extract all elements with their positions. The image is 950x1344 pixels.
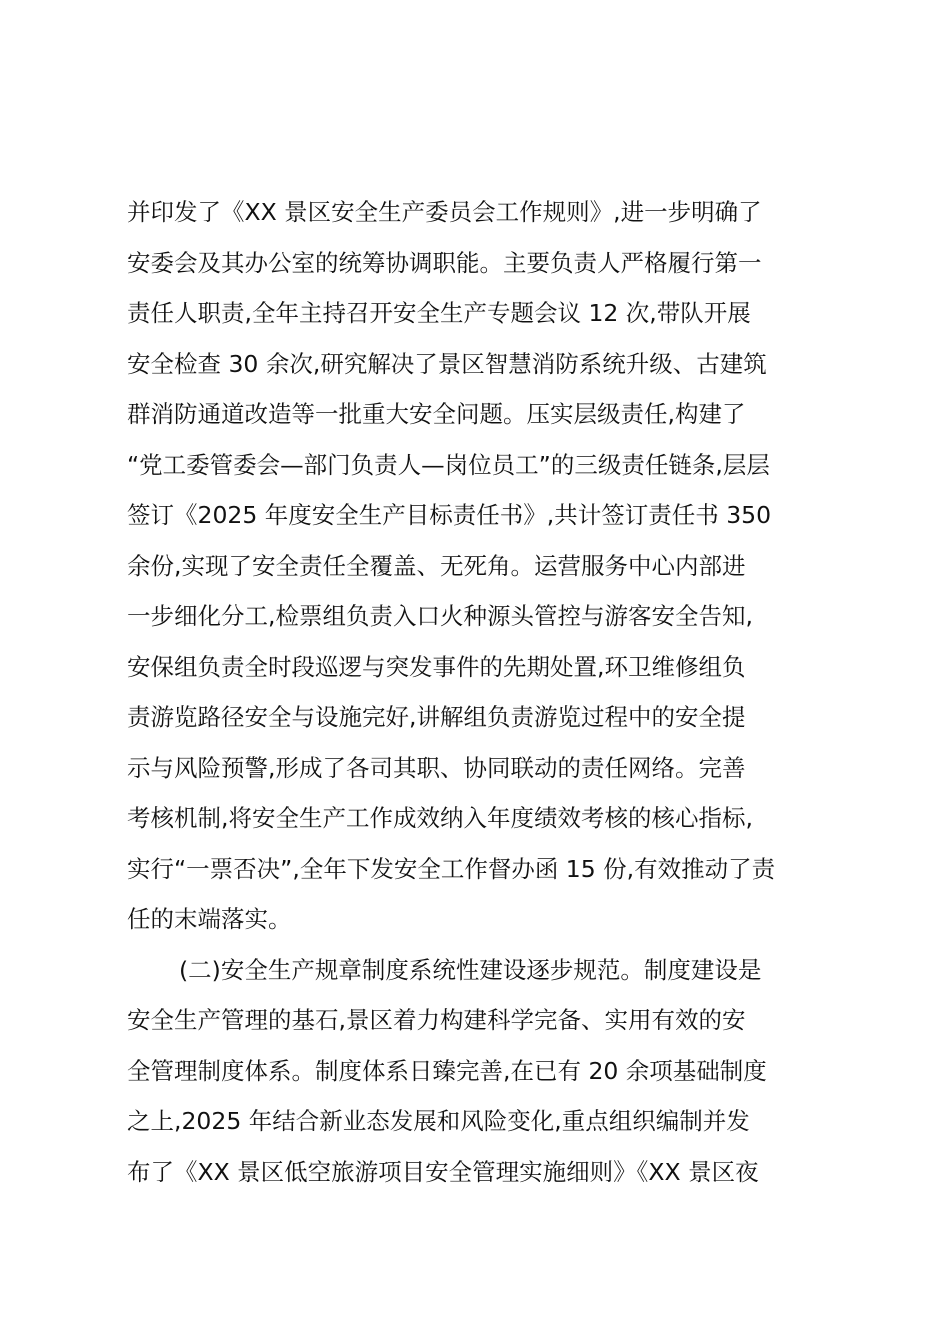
text-line: 余份,实现了安全责任全覆盖、无死角。运营服务中心内部进	[127, 552, 746, 580]
text-line: 责任人职责,全年主持召开安全生产专题会议 12 次,带队开展	[127, 299, 751, 327]
text-line: 并印发了《XX 景区安全生产委员会工作规则》,进一步明确了	[127, 198, 762, 226]
text-line: 签订《2025 年度安全生产目标责任书》,共计签订责任书 350	[127, 501, 772, 529]
text-line: 任的末端落实。	[127, 905, 292, 933]
text-line: 安保组负责全时段巡逻与突发事件的先期处置,环卫维修组负	[127, 653, 746, 681]
text-line: 责游览路径安全与设施完好,讲解组负责游览过程中的安全提	[127, 703, 746, 731]
text-line: 安全检查 30 余次,研究解决了景区智慧消防系统升级、古建筑	[127, 350, 767, 378]
text-line: 实行“一票否决”,全年下发安全工作督办函 15 份,有效推动了责	[127, 855, 776, 883]
text-line: 安全生产管理的基石,景区着力构建科学完备、实用有效的安	[127, 1006, 746, 1034]
text-line: 之上,2025 年结合新业态发展和风险变化,重点组织编制并发	[127, 1107, 750, 1135]
text-line: 一步细化分工,检票组负责入口火种源头管控与游客安全告知,	[127, 602, 753, 630]
text-line: 安委会及其办公室的统筹协调职能。主要负责人严格履行第一	[127, 249, 762, 277]
text-line: 全管理制度体系。制度体系日臻完善,在已有 20 余项基础制度	[127, 1057, 767, 1085]
text-line: 布了《XX 景区低空旅游项目安全管理实施细则》《XX 景区夜	[127, 1158, 759, 1186]
text-line: 群消防通道改造等一批重大安全问题。压实层级责任,构建了	[127, 400, 746, 428]
text-line: 示与风险预警,形成了各司其职、协同联动的责任网络。完善	[127, 754, 746, 782]
text-line: “党工委管委会—部门负责人—岗位员工”的三级责任链条,层层	[127, 451, 770, 479]
section-heading-line: (二)安全生产规章制度系统性建设逐步规范。制度建设是	[179, 956, 762, 984]
text-line: 考核机制,将安全生产工作成效纳入年度绩效考核的核心指标,	[127, 804, 753, 832]
